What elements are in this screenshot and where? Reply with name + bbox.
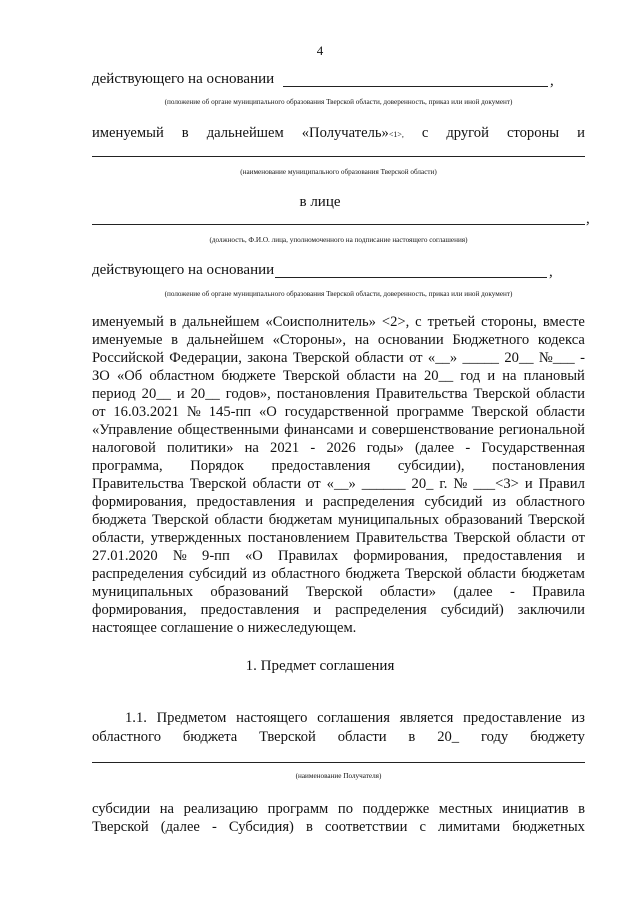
word: реализацию <box>183 801 259 817</box>
word: финансами <box>284 422 354 438</box>
closing-line <box>92 800 585 818</box>
word: и <box>313 602 322 618</box>
word: и <box>176 386 185 402</box>
basis-caption-2: (положение об органе муниципального образования Тверской области, доверенность, приказ или иной документ) <box>164 290 513 298</box>
word: <2>, <box>381 314 410 330</box>
word: с <box>421 125 429 141</box>
word: распределения <box>92 566 184 582</box>
person-fill-line <box>92 224 585 225</box>
word: стороны <box>506 125 560 141</box>
word: постановления <box>492 458 585 474</box>
paragraph-line <box>92 547 585 565</box>
word: субсидии), <box>397 458 465 474</box>
word: №___ <box>538 350 575 366</box>
word: и <box>305 494 313 510</box>
word: бюджета <box>345 566 400 582</box>
word: Тверской <box>292 350 350 366</box>
paragraph-line <box>92 349 585 367</box>
word: от <box>409 350 423 366</box>
word: Правительства <box>375 386 468 402</box>
word: Тверской <box>92 819 149 835</box>
word: Государственная <box>481 440 585 456</box>
word: из <box>492 494 507 510</box>
word: период <box>92 386 136 402</box>
word: Тверской <box>405 566 462 582</box>
word <box>302 124 404 144</box>
word: с <box>415 314 422 330</box>
word: основании <box>377 332 444 348</box>
word: в <box>578 801 585 817</box>
word: 20__ <box>141 386 171 402</box>
section-heading: 1. Предмет соглашения <box>245 658 395 674</box>
word: налоговой <box>92 440 156 456</box>
word: бюджетам <box>521 566 585 582</box>
word: является <box>399 710 454 726</box>
recipient-name-caption: (наименование Получателя) <box>295 772 382 780</box>
paragraph-line <box>92 511 585 529</box>
word: (далее <box>453 584 493 600</box>
word: с <box>419 819 426 835</box>
word: 20__ <box>504 350 534 366</box>
word: распределения <box>335 602 427 618</box>
word: Правительства <box>355 530 448 546</box>
word: именуемые <box>92 332 163 348</box>
word: предоставления <box>196 494 296 510</box>
word: области, <box>92 530 145 546</box>
word: (далее <box>415 440 455 456</box>
word: от <box>92 404 106 420</box>
word: соответствии <box>324 819 408 835</box>
word: программе <box>396 404 464 420</box>
paragraph-line <box>92 601 585 619</box>
word: - <box>580 350 585 366</box>
paragraph-line <box>92 367 585 385</box>
word: настоящего <box>236 710 308 726</box>
word: Предметом <box>156 710 227 726</box>
basis-fill-line-1 <box>283 86 548 87</box>
word: 20_ <box>437 729 460 745</box>
word: региональной <box>498 422 585 438</box>
word: областного <box>92 729 161 745</box>
word: № <box>186 404 201 420</box>
word: формирования, <box>92 602 187 618</box>
word: годов», <box>225 386 271 402</box>
word: совершенствование <box>371 422 494 438</box>
word: области <box>536 386 585 402</box>
word: местных <box>438 801 493 817</box>
word: и <box>358 422 367 438</box>
word: программ <box>267 801 329 817</box>
word: 1.1. <box>125 710 147 726</box>
word: «Об <box>116 368 143 384</box>
word: области <box>214 512 264 528</box>
word: предоставления <box>200 602 300 618</box>
word: поддержке <box>362 801 430 817</box>
word: на <box>502 368 517 384</box>
word: бюджета <box>92 512 147 528</box>
basis-label-1: действующего на основании <box>92 71 275 87</box>
word: Субсидия) <box>228 819 294 835</box>
word: и <box>577 548 585 564</box>
word: на <box>354 332 370 348</box>
word: области <box>252 476 302 492</box>
word: «__» <box>427 350 458 366</box>
word: «О <box>245 548 263 564</box>
word: в <box>408 729 416 745</box>
word: «__» <box>326 476 356 492</box>
word: - <box>211 819 217 835</box>
word: кодекса <box>537 332 585 348</box>
paragraph-line <box>92 493 585 511</box>
word: Федерации, <box>169 350 242 366</box>
municipality-fill-line <box>92 156 585 157</box>
word: Тверской <box>259 729 316 745</box>
word: 9-пп <box>202 548 230 564</box>
recipient-line <box>92 124 585 144</box>
word: Тверской <box>528 512 585 528</box>
word: областного <box>271 566 341 582</box>
word: «Управление <box>92 422 173 438</box>
word: программа, <box>92 458 163 474</box>
word: в <box>305 819 313 835</box>
word: в <box>181 125 189 141</box>
clause-line-2 <box>92 728 585 746</box>
word: соглашения <box>317 710 390 726</box>
word: № <box>453 476 468 492</box>
word: - <box>465 440 471 456</box>
word: дальнейшем <box>206 125 284 141</box>
word: бюджету <box>530 729 585 745</box>
basis-fill-line-2 <box>275 277 547 278</box>
word: области <box>346 368 396 384</box>
word: субсидий <box>188 566 248 582</box>
word: Тверской <box>473 386 531 402</box>
word: на <box>244 440 259 456</box>
word: постановлением <box>247 530 350 546</box>
word: третьей <box>427 314 476 330</box>
word: Российской <box>92 350 164 366</box>
word: лимитами <box>438 819 501 835</box>
word: дальнейшем <box>182 314 260 330</box>
word: Правил <box>538 476 585 492</box>
word: формирования, <box>92 494 187 510</box>
word: «Соисполнитель» <box>265 314 376 330</box>
word: области <box>516 530 566 546</box>
word: году <box>480 729 509 745</box>
paragraph-line <box>92 529 585 547</box>
word: на <box>159 801 175 817</box>
word: бюджете <box>221 368 276 384</box>
paragraph-line <box>92 583 585 601</box>
word: государственной <box>284 404 389 420</box>
word: ___<3> <box>473 476 519 492</box>
word: закона <box>247 350 288 366</box>
word: постановления <box>276 386 370 402</box>
word: предоставление <box>463 710 562 726</box>
paragraph-line <box>92 439 585 457</box>
word: Бюджетного <box>452 332 530 348</box>
word: в <box>171 332 179 348</box>
page-number: 4 <box>316 43 324 58</box>
paragraph-line <box>92 331 585 349</box>
paragraph-line <box>92 385 585 403</box>
paragraph-line <box>92 457 585 475</box>
word: в <box>169 314 177 330</box>
word: стороны, <box>481 314 537 330</box>
word: «Стороны», <box>272 332 347 348</box>
word: Тверской <box>471 404 529 420</box>
word: областного <box>515 494 585 510</box>
word: предоставления <box>271 458 371 474</box>
paragraph-line <box>92 313 585 331</box>
word: 20_ <box>411 476 434 492</box>
word: и <box>577 125 585 141</box>
word: области» <box>379 584 437 600</box>
word: Тверской <box>282 368 340 384</box>
word: субсидий <box>424 494 483 510</box>
word: _____ <box>462 350 499 366</box>
word: из <box>252 566 266 582</box>
word: муниципальных <box>92 584 194 600</box>
word: именуемый <box>92 314 164 330</box>
word: ЗО <box>92 368 110 384</box>
word: области <box>354 350 404 366</box>
word: из <box>571 710 585 726</box>
word: дальнейшем <box>186 332 264 348</box>
basis-label-2: действующего на основании <box>92 262 275 278</box>
word: Тверской <box>152 512 209 528</box>
word: Правила <box>532 584 585 600</box>
word: общественными <box>177 422 280 438</box>
word: (далее <box>160 819 200 835</box>
word: год <box>460 368 481 384</box>
word: - <box>509 584 515 600</box>
clause-line <box>125 709 585 727</box>
paragraph-line <box>92 565 585 583</box>
word: - <box>310 440 316 456</box>
paragraph-line <box>92 475 585 493</box>
word: от <box>307 476 321 492</box>
word: Правительства <box>92 476 184 492</box>
word: Тверской <box>189 476 247 492</box>
basis-comma-1: , <box>550 73 554 89</box>
municipality-caption: (наименование муниципального образования Тверской области) <box>240 168 437 176</box>
word: и <box>487 368 496 384</box>
word: «О <box>258 404 277 420</box>
word: 2021 <box>270 440 300 456</box>
word: № <box>172 548 187 564</box>
word: области <box>337 729 387 745</box>
word: образований <box>210 584 289 600</box>
word: от <box>571 530 585 546</box>
closing-line <box>92 818 585 836</box>
person-comma: , <box>586 211 590 227</box>
word: 20__ <box>423 368 454 384</box>
word: областном <box>149 368 215 384</box>
word: распределения <box>322 494 415 510</box>
word: по <box>337 801 353 817</box>
word: 20__ <box>190 386 220 402</box>
word: муниципальных <box>337 512 439 528</box>
word: области <box>467 566 516 582</box>
word: 27.01.2020 <box>92 548 158 564</box>
word: бюджетам <box>268 512 333 528</box>
word: бюджета <box>182 729 238 745</box>
recipient-name-fill-line <box>92 762 585 763</box>
word: предоставления <box>463 548 562 564</box>
word: заключили <box>517 602 585 618</box>
word: г. <box>439 476 448 492</box>
word: субсидии <box>92 801 151 817</box>
word: Тверской <box>305 584 363 600</box>
person-caption: (должность, Ф.И.О. лица, уполномоченного на подписание настоящего соглашения) <box>209 236 468 244</box>
word: другой <box>446 125 489 141</box>
word: годы» <box>366 440 404 456</box>
basis-comma-2: , <box>549 264 553 280</box>
paragraph-line: настоящее соглашение о нижеследующем. <box>92 620 357 636</box>
word: Порядок <box>190 458 244 474</box>
word: субсидий) <box>440 602 504 618</box>
word: политики» <box>166 440 234 456</box>
in-person-label: в лице <box>299 194 341 210</box>
recipient-term: «Получатель» <box>301 125 389 141</box>
word: формирования, <box>353 548 448 564</box>
word: образований <box>444 512 523 528</box>
basis-caption-1: (положение об органе муниципального образования Тверской области, доверенность, приказ или иной документ) <box>164 98 513 106</box>
word: плановый <box>523 368 585 384</box>
word: бюджетных <box>512 819 585 835</box>
word: области <box>536 404 585 420</box>
word: ______ <box>361 476 406 492</box>
word: Правилах <box>278 548 339 564</box>
word: и <box>524 476 533 492</box>
word: именуемый <box>92 125 164 141</box>
paragraph-line <box>92 421 585 439</box>
paragraph-line <box>92 403 585 421</box>
word: на <box>402 368 417 384</box>
word: инициатив <box>502 801 569 817</box>
footnote-ref-1: <1>, <box>388 130 404 139</box>
word: 145-пп <box>208 404 252 420</box>
word: Тверской <box>453 530 511 546</box>
word: 2026 <box>326 440 356 456</box>
word: утвержденных <box>150 530 242 546</box>
word: 16.03.2021 <box>113 404 180 420</box>
word: вместе <box>542 314 585 330</box>
